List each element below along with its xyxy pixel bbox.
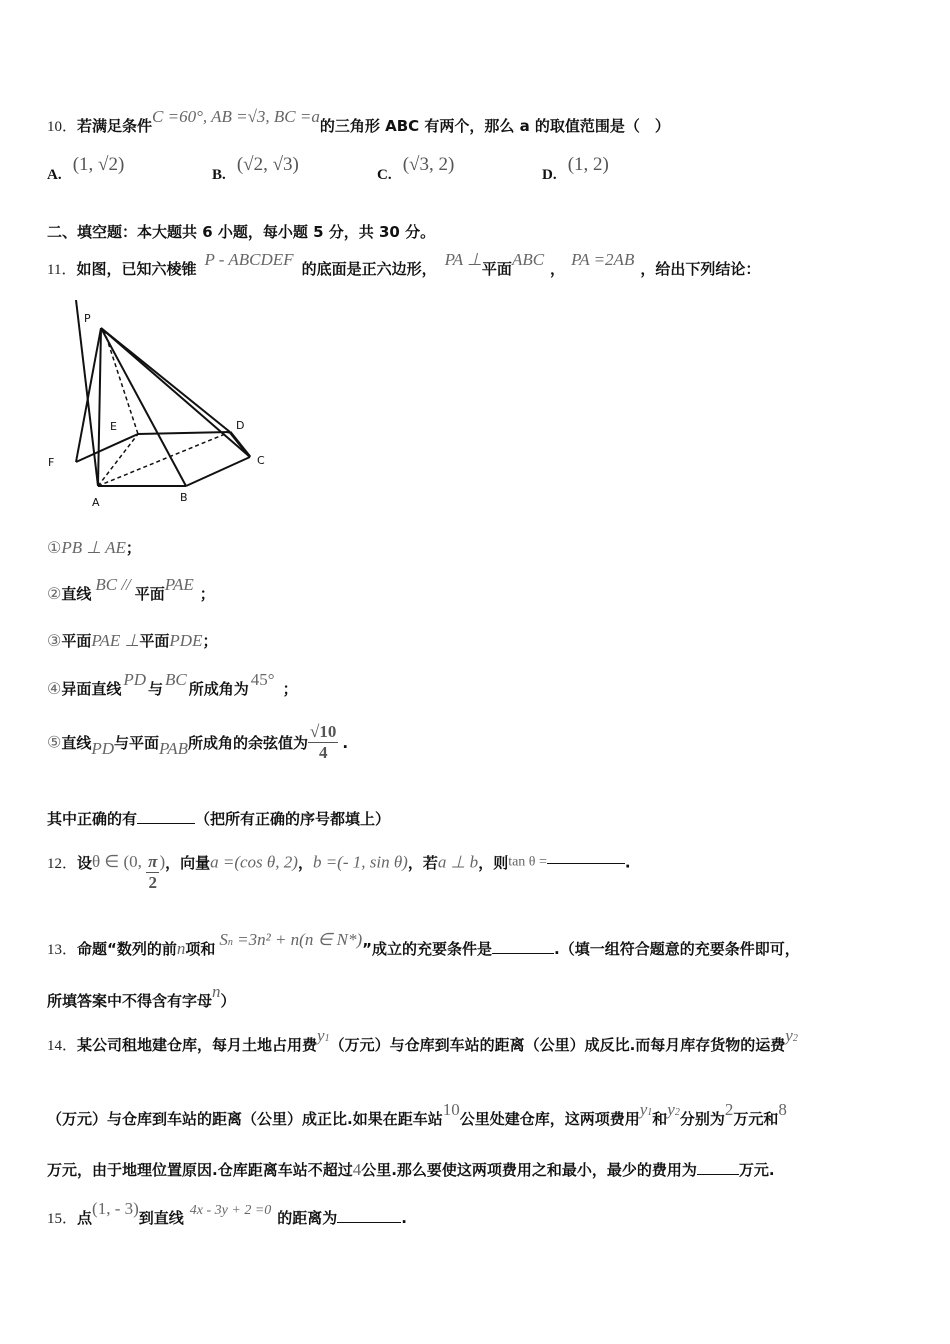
question-text: （万元）与仓库到车站的距离（公里）成反比.而每月库存货物的运费: [329, 1036, 786, 1054]
question-text: 平面: [481, 260, 512, 278]
punctuation: .: [342, 733, 349, 752]
question-number: 13．: [47, 942, 78, 958]
question-text: 的三角形 ABC 有两个，那么 a 的取值范围是（ ）: [319, 117, 670, 135]
question-text: 公里处建仓库，这两项费用: [459, 1110, 640, 1128]
fraction: [308, 722, 338, 763]
math-expression: BC: [165, 670, 187, 689]
math-expression: 4: [352, 1160, 362, 1179]
option-value: (1, 2): [567, 154, 609, 175]
question-number: 12．: [47, 856, 78, 872]
question-text: 如图，已知六棱锥: [76, 260, 197, 278]
math-expression: ABC: [511, 250, 545, 269]
vertex-label-f: F: [48, 456, 55, 469]
answer-blank[interactable]: [697, 1173, 739, 1175]
math-condition: C =60°, AB =√3, BC =a: [152, 107, 320, 126]
math-expression: 45°: [250, 670, 275, 689]
math-expression: (1, - 3): [92, 1199, 139, 1218]
vertex-label-d: D: [236, 419, 245, 432]
question-text: ，则: [478, 854, 509, 872]
question-text: 的底面是正六边形，: [301, 260, 437, 278]
option-a[interactable]: [47, 154, 125, 185]
question-text: ，: [550, 260, 566, 278]
math-expression: tan θ =: [508, 854, 547, 870]
fraction-numerator: √10: [310, 722, 337, 741]
punctuation: ；: [199, 585, 215, 603]
question-14: [47, 1026, 798, 1055]
question-text: 点: [77, 1209, 93, 1227]
vertex-label-e: E: [110, 420, 117, 433]
question-text: ，: [297, 854, 313, 872]
math-expression: [317, 1026, 330, 1045]
question-text: 万元.: [738, 1161, 775, 1179]
math-expression: PD: [91, 738, 115, 758]
math-expression: 4x - 3y + 2 =0: [189, 1203, 272, 1218]
question-14-line-3: [47, 1159, 775, 1180]
option-c[interactable]: [377, 154, 455, 185]
math-expression: θ ∈ (0,: [92, 852, 147, 871]
question-text: 万元和: [733, 1110, 779, 1128]
conclusion-1: [47, 537, 141, 558]
math-expression: a =(cos θ, 2): [210, 852, 298, 872]
question-11: [47, 250, 761, 279]
question-text: 命题“数列的前: [77, 940, 177, 958]
math-expression: PB ⊥ AE: [61, 538, 126, 557]
question-text: 项和: [185, 940, 216, 958]
question-text: 设: [77, 854, 93, 872]
question-text: 公里.那么要使这两项费用之和最小，最少的费用为: [361, 1161, 697, 1179]
question-text: 万元，由于地理位置原因.仓库距离车站不超过: [47, 1161, 353, 1179]
punctuation: .: [401, 1209, 407, 1227]
math-symbol: S: [219, 930, 228, 949]
math-expression: 10: [442, 1100, 460, 1119]
option-value: (√3, 2): [402, 154, 455, 175]
math-expression: ): [159, 852, 166, 871]
question-text: ）: [220, 992, 236, 1010]
math-expression: PDE: [169, 631, 203, 650]
conclusion-5: [47, 722, 348, 763]
conclusion-3: [47, 630, 217, 651]
conclusion-marker: ①: [47, 540, 62, 557]
math-expression: [640, 1100, 653, 1119]
answer-blank[interactable]: [547, 862, 625, 864]
conclusion-text: 平面: [61, 632, 92, 650]
conclusion-4: [47, 670, 298, 699]
math-subscript: 1: [324, 1033, 330, 1044]
punctuation: .: [624, 853, 631, 872]
question-text: ，向量: [165, 854, 211, 872]
q11-answer-prompt: [47, 808, 390, 829]
question-12: [47, 852, 631, 893]
punctuation: ；: [125, 539, 141, 557]
question-10: [47, 107, 670, 136]
answer-blank[interactable]: [492, 952, 554, 954]
math-symbol: y: [785, 1026, 793, 1045]
math-expression: PAB: [159, 738, 189, 758]
option-d[interactable]: [542, 154, 609, 185]
math-symbol: y: [667, 1100, 675, 1119]
math-symbol: y: [639, 1100, 648, 1119]
math-expression: [667, 1100, 680, 1119]
question-text: ”成立的充要条件是: [362, 940, 493, 958]
question-14-line-2: [47, 1100, 787, 1129]
question-13: [47, 930, 800, 959]
conclusion-text: 所成角的余弦值为: [188, 734, 309, 752]
math-expression: PAE ⊥: [91, 631, 140, 650]
math-subscript: 1: [647, 1107, 653, 1118]
conclusion-text: 平面: [139, 632, 170, 650]
conclusion-marker: ③: [47, 633, 62, 650]
question-15: [47, 1199, 407, 1228]
hexagonal-pyramid-figure: [40, 300, 290, 520]
question-text: ，给出下列结论：: [640, 260, 761, 278]
option-label: A.: [47, 167, 62, 183]
fraction-numerator: π: [148, 852, 158, 871]
answer-blank[interactable]: [137, 822, 195, 824]
math-expression: [785, 1026, 798, 1045]
punctuation: ；: [282, 680, 298, 698]
vertex-label-c: C: [257, 454, 265, 467]
vertex-label-b: B: [180, 491, 188, 504]
question-text: ，若: [407, 854, 438, 872]
math-expression: n: [176, 939, 186, 958]
conclusion-text: 异面直线: [61, 680, 122, 698]
math-expression: b =(- 1, sin θ): [312, 852, 408, 872]
question-number: 15．: [47, 1211, 78, 1227]
question-text: 和: [652, 1110, 668, 1128]
math-symbol: y: [317, 1026, 325, 1045]
question-text: 若满足条件: [77, 117, 153, 135]
question-text: .（填一组符合题意的充要条件即可，: [554, 940, 800, 958]
math-subscript: n: [227, 937, 233, 948]
math-expression: PAE: [164, 575, 194, 594]
fraction-denominator: 4: [318, 743, 328, 762]
option-b[interactable]: [212, 154, 299, 185]
question-number: 10．: [47, 119, 78, 135]
math-expression: P - ABCDEF: [204, 250, 294, 269]
conclusion-2: [47, 575, 215, 604]
punctuation: ；: [202, 632, 218, 650]
question-text: 的距离为: [277, 1209, 338, 1227]
question-13-line-2: [47, 982, 236, 1011]
conclusion-text: 平面: [134, 585, 165, 603]
option-value: (√2, √3): [236, 154, 299, 175]
option-label: B.: [212, 167, 226, 183]
question-text: 所填答案中不得含有字母: [47, 992, 213, 1010]
conclusion-marker: ④: [47, 681, 62, 698]
vertex-label-a: A: [92, 496, 100, 509]
math-expression: 2: [724, 1100, 734, 1119]
option-label: D.: [542, 167, 557, 183]
conclusion-text: 直线: [61, 734, 92, 752]
math-expression: PA =2AB: [571, 250, 635, 269]
conclusion-marker: ②: [47, 586, 62, 603]
question-number: 14．: [47, 1038, 78, 1054]
question-number: 11．: [47, 262, 77, 278]
math-expression: n: [212, 982, 221, 1001]
question-text: （万元）与仓库到车站的距离（公里）成正比.如果在距车站: [47, 1110, 443, 1128]
vertex-label-p: P: [84, 312, 91, 325]
answer-blank[interactable]: [337, 1221, 401, 1223]
option-value: (1, √2): [72, 154, 125, 175]
conclusion-text: 与平面: [114, 734, 160, 752]
prompt-text: 其中正确的有: [47, 810, 138, 828]
math-expression: a ⊥ b: [437, 852, 479, 872]
math-expression: PA ⊥: [444, 250, 482, 269]
option-label: C.: [377, 167, 392, 183]
math-expression: BC //: [95, 575, 131, 594]
fraction: [146, 852, 159, 893]
math-expression: =3n² + n(n ∈ N*): [232, 930, 363, 949]
math-subscript: 2: [792, 1033, 798, 1044]
math-expression: [219, 930, 362, 949]
question-text: 分别为: [679, 1110, 725, 1128]
math-expression: PD: [123, 670, 147, 689]
conclusion-text: 与: [148, 680, 164, 698]
fraction-denominator: 2: [148, 873, 158, 892]
prompt-text: （把所有正确的序号都填上）: [195, 810, 391, 828]
math-subscript: 2: [674, 1107, 680, 1118]
conclusion-text: 所成角为: [188, 680, 249, 698]
question-text: 到直线: [138, 1209, 184, 1227]
question-text: 某公司租地建仓库，每月土地占用费: [77, 1036, 318, 1054]
section-heading: 二、填空题：本大题共 6 小题，每小题 5 分，共 30 分。: [47, 223, 436, 241]
math-expression: 8: [778, 1100, 787, 1119]
conclusion-text: 直线: [61, 585, 92, 603]
conclusion-marker: ⑤: [47, 734, 62, 752]
